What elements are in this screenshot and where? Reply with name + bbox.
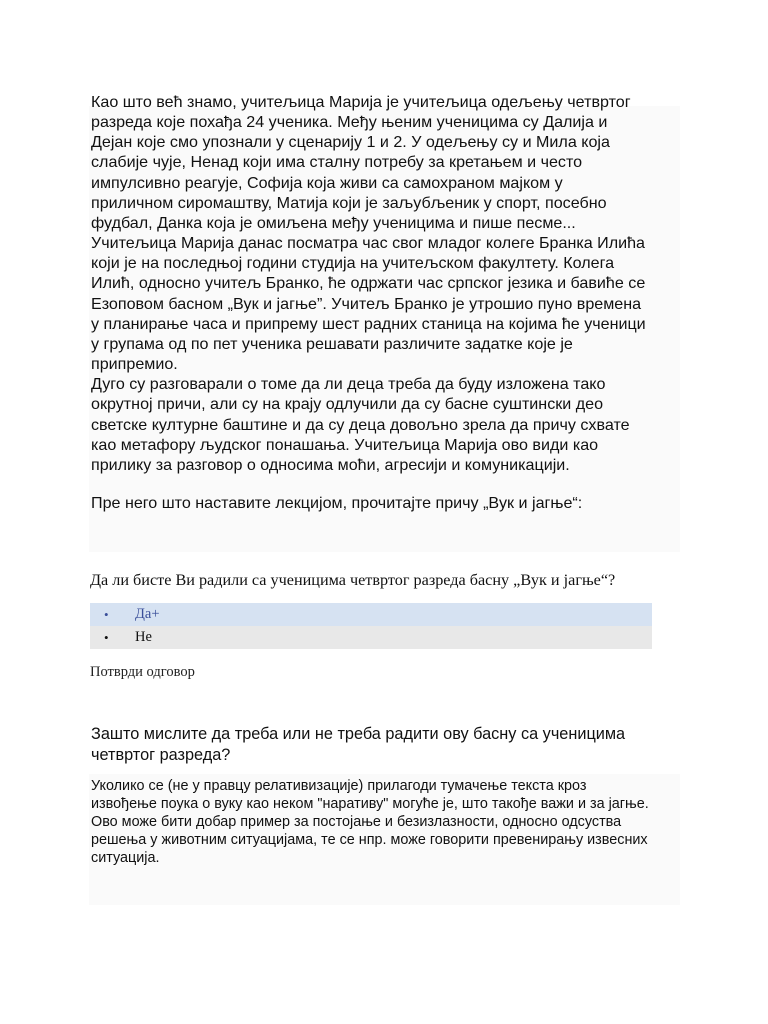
answer-options bbox=[90, 603, 652, 649]
intro-panel bbox=[89, 92, 680, 552]
read-story-prompt: Пре него што наставите лекцијом, прочитајте причу „Вук и јагње“: bbox=[91, 494, 583, 512]
option-yes[interactable] bbox=[90, 603, 652, 626]
answer-text: Уколико се (не у правцу релативизације) прилагоди тумачење текста кроз извођење поука о вуку као неком "наративу" могуће је, што такође важи и за јагње. Ово може бити добар пример за постојање и безизлазности, односно одсуства решења у животним ситуацијама, те се нпр. може говорити превенирању извесних ситуација. bbox=[91, 778, 649, 866]
bullet-icon: • bbox=[104, 630, 109, 645]
bullet-icon: • bbox=[104, 607, 109, 622]
answer-panel bbox=[89, 774, 680, 905]
confirm-answer-button[interactable]: Потврди одговор bbox=[90, 664, 195, 680]
question-1-text: Да ли бисте Ви радили са ученицима четвртог разреда басну „Вук и јагње“? bbox=[90, 571, 616, 589]
question-2-heading: Зашто мислите да треба или не треба радити ову басну са ученицима четвртог разреда? bbox=[91, 725, 626, 764]
option-yes-label: Да+ bbox=[135, 606, 160, 622]
intro-paragraph: Као што већ знамо, учитељица Марија је учитељица одељењу четвртог разреда које похађа 24 ученика. Међу њеним ученицима су Далија и Дејан које смо упознали у сценарију 1 и 2. У одељењу су и Мила која слабије чује, Ненад који има сталну потребу за кретањем и често импулсивно реагује, Софија која живи са самохраном мајком у приличном сиромаштву, Матија који је заљубљеник у спорт, посебно фудбал, Данка која је омиљена међу ученицима и пише песме... Учитељица Марија данас посматра час свог младог колеге Бранка Илића који је на последњој години студија на учитељском факултету. Колега Илић, односно учитељ Бранко, ће одржати час српског језика и бавиће се Езоповом басном „Вук и јагње”. Учитељ Бранко је утрошио пуно времена у планирање часа и припрему шест радних станица на којима ће ученици у групама од по пет ученика решавати различите задатке које је припремио. Дуго су разговарали о томе да ли деца треба да буду изложена тако окрутној причи, али су на крају одлучили да су басне суштински део светске културне баштине и да су деца довољно зрела да причу схвате као метафору људског понашања. Учитељица Марија ово види као прилику за разговор о односима моћи, агресији и комуникацији. bbox=[91, 93, 646, 474]
option-no[interactable] bbox=[90, 626, 652, 649]
option-no-label: Не bbox=[135, 629, 152, 645]
